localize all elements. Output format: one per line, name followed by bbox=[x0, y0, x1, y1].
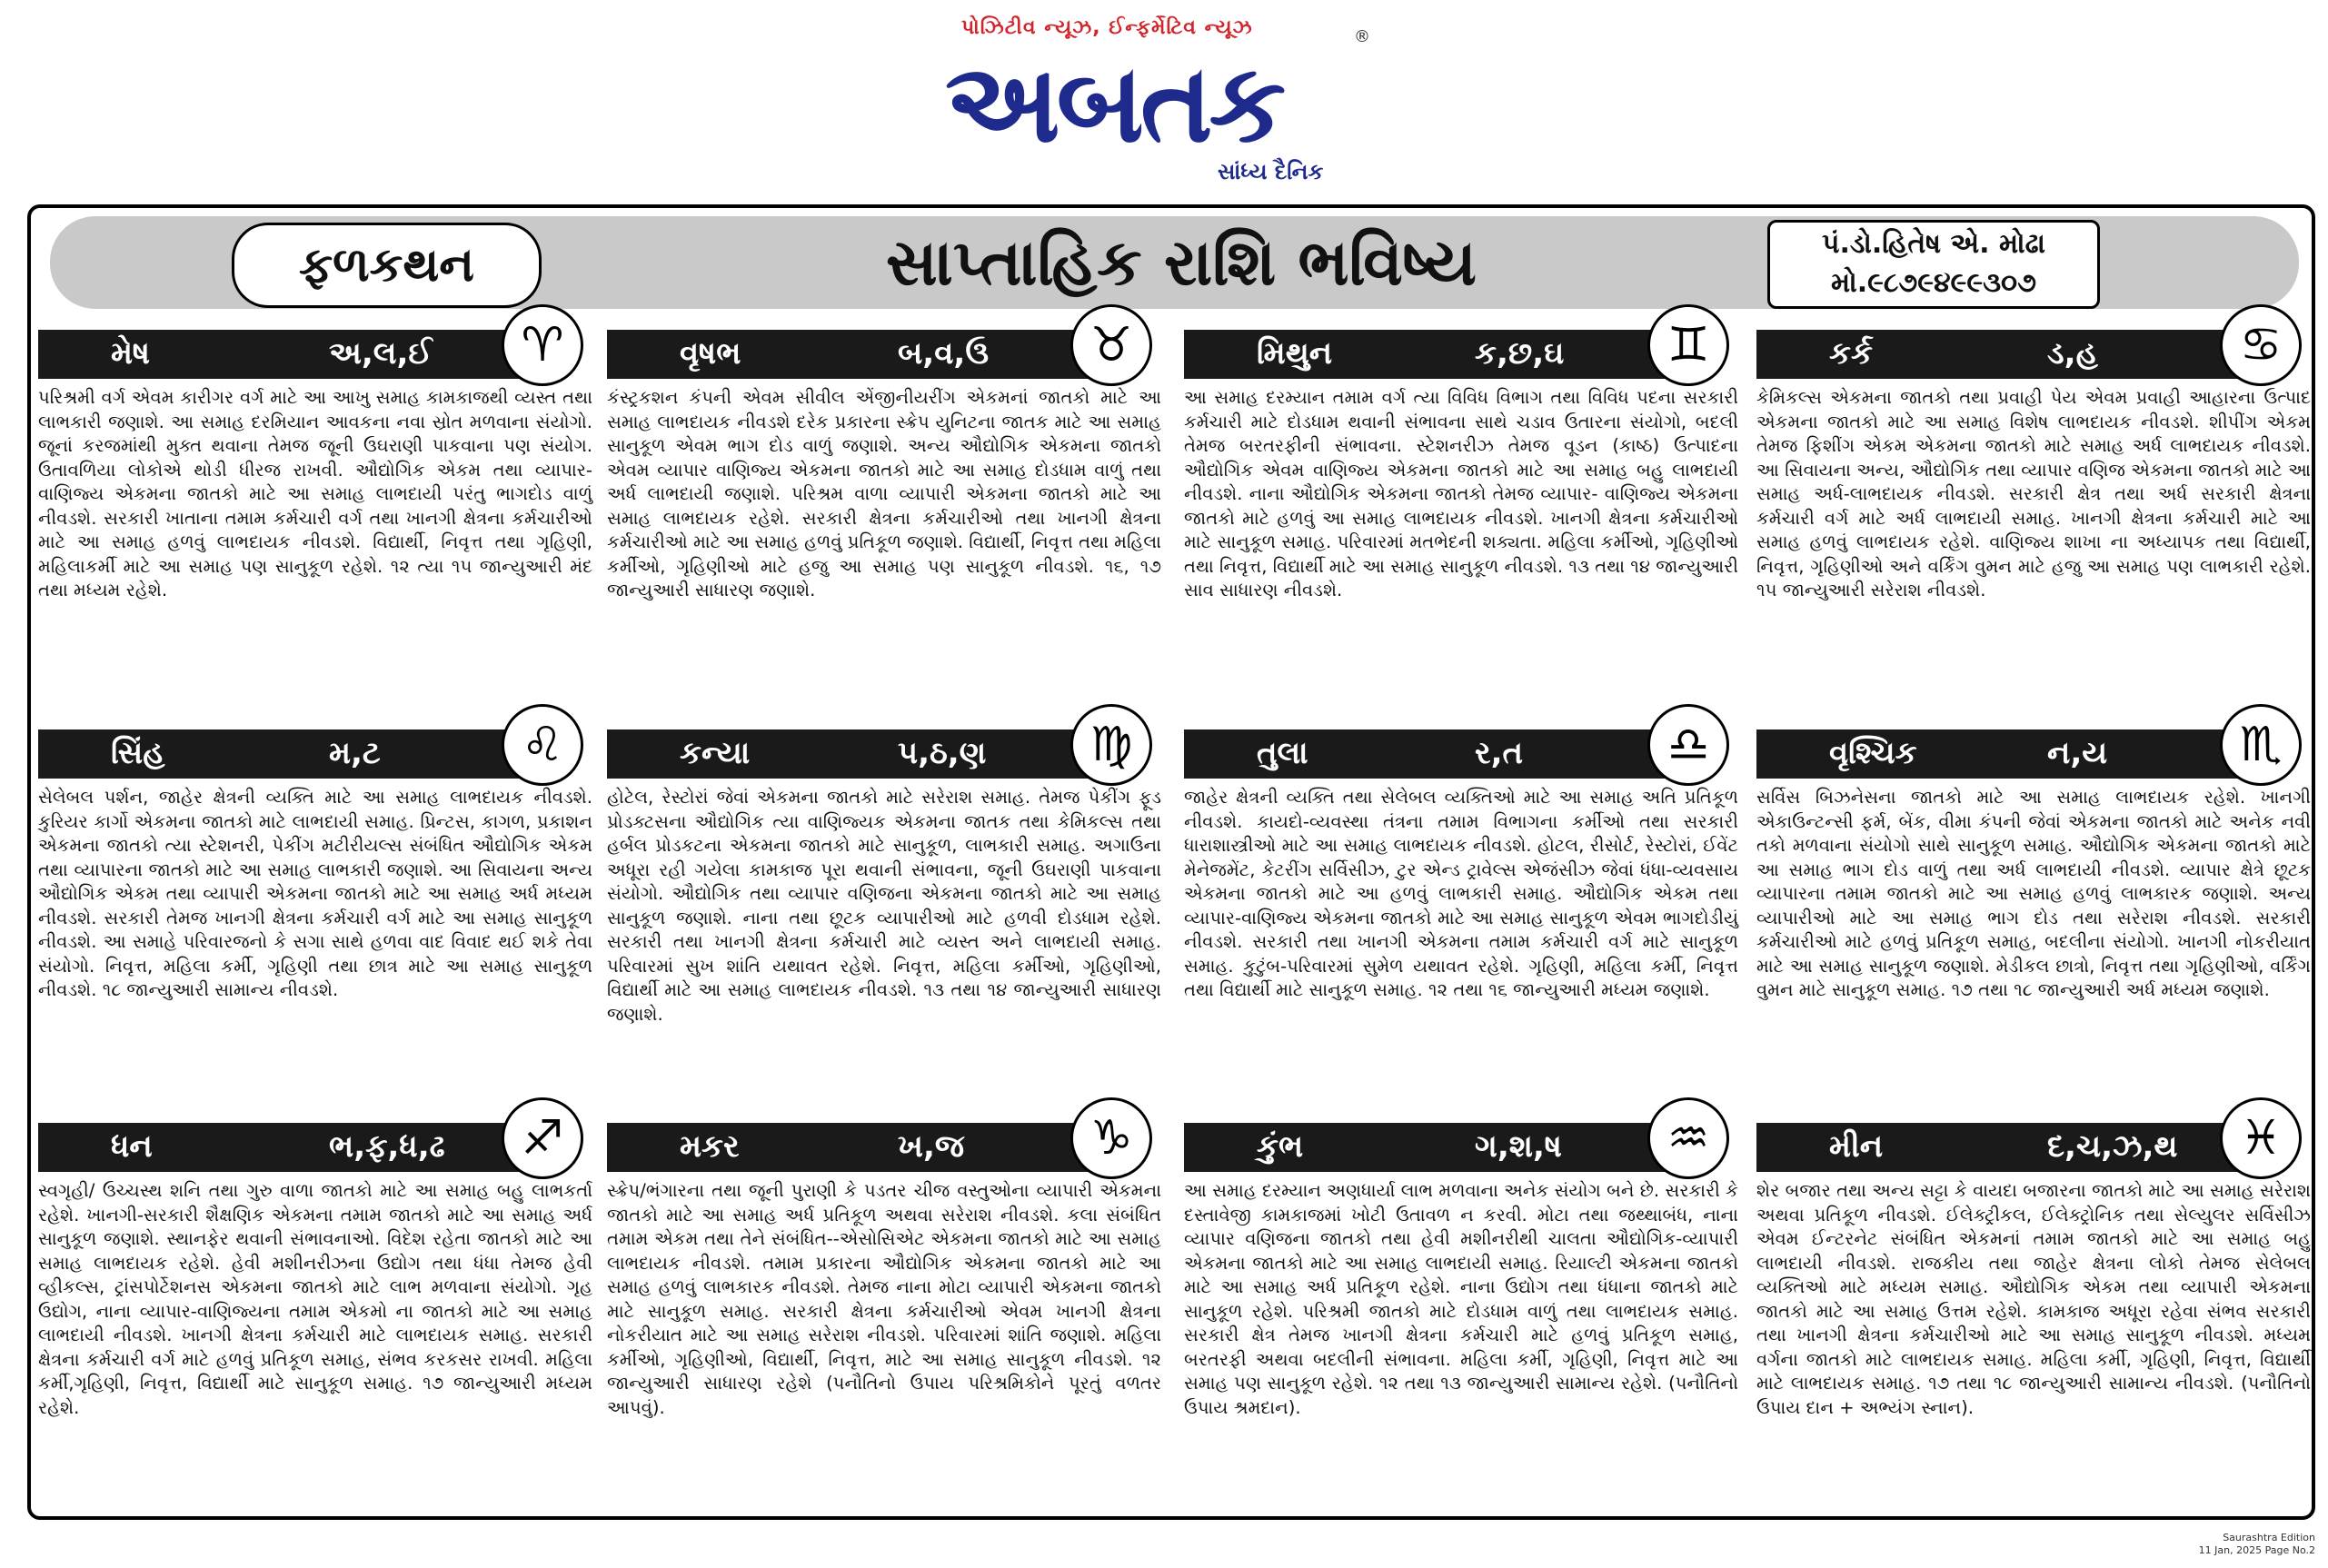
sign-name: કુંભ bbox=[1257, 1128, 1304, 1165]
page-title: સાપ્તાહિક રાશિ ભવિષ્ય bbox=[885, 225, 1477, 300]
registered-mark: ® bbox=[1354, 27, 1370, 46]
sign-title-bar bbox=[38, 1123, 542, 1172]
sign-title-bar bbox=[607, 1123, 1111, 1172]
ram-icon: ♈ bbox=[502, 304, 583, 386]
bull-icon: ♉ bbox=[1070, 304, 1152, 386]
sign-title-bar bbox=[607, 729, 1111, 779]
virgin-icon: ♍ bbox=[1070, 704, 1152, 786]
author-phone: મો.૯૮૭૯૪૯૯૩૦૭ bbox=[1831, 267, 2036, 299]
sign-name: વૃશ્ચિક bbox=[1829, 735, 1917, 771]
sign-name: તુલા bbox=[1257, 735, 1308, 771]
twins-icon: ♊ bbox=[1647, 304, 1729, 386]
sign-letters: અ,લ,ઈ bbox=[329, 335, 433, 372]
archer-icon: ♐ bbox=[502, 1097, 583, 1179]
sign-name: મીન bbox=[1829, 1128, 1884, 1165]
sign-block-vrushchik bbox=[1756, 718, 2311, 1003]
sign-name: કન્યા bbox=[680, 735, 751, 771]
sign-forecast: સ્ક્રેપ/ભંગારના તથા જૂની પુરાણી કે પડતર ચીજ વસ્તુઓના વ્યાપારી એકમના જાતકો માટે આ સમાહ અર્ધ પ્રતિકૂળ અથવા સરેરાશ નીવડશે. કલા સંબંધિત તમામ એકમ તથા તેને સંબંધિત--એસોસિએટ એકમના જાતકો માટે આ સમાહ લાભદાયક નીવડશે. તમામ પ્રકારના ઔદ્યોગિક એકમના જાતકો માટે આ સમાહ હળવું લાભકારક નીવડશે. તેમજ નાના મોટા વ્યાપારી એકમના જાતકો માટે સાનુકૂળ સમાહ. સરકારી ક્ષેત્રના કર્મચારીઓ એવમ ખાનગી ક્ષેત્રના નોકરીયાત માટે આ સમાહ સરેરાશ નીવડશે. પરિવારમાં શાંતિ જણાશે. મહિલા કર્મીઓ, ગૃહિણીઓ, વિદ્યાર્થી, નિવૃત્ત, માટે આ સમાહ સાનુકૂળ નીવડશે. ૧૨ જાન્યુઆરી સાધારણ રહેશે (પનૌતિનો ઉપાય પરિશ્રમિકોને પૂરતું વળતર આપવું). bbox=[607, 1180, 1161, 1418]
sign-header bbox=[1184, 1111, 1738, 1174]
edition-name: Saurashtra Edition bbox=[2223, 1532, 2315, 1543]
sign-title-bar bbox=[1756, 330, 2261, 379]
sign-forecast: શેર બજાર તથા અન્ય સટ્ટા કે વાયદા બજારના જાતકો માટે આ સમાહ સરેરાશ અથવા પ્રતિકૂળ નીવડશે. ઈલેક્ટ્રીકલ, ઈલેક્ટ્રોનિક તથા સેલ્યુલર સર્વિસીઝ એવમ ઈન્ટરનેટ સંબંધિત એકમનાં તમામ જાતકો માટે આ સમાહ બહુ લાભદાયી નીવડશે. રાજકીય તથા જાહેર ક્ષેત્રના લોકો તેમજ સેલેબલ વ્યક્તિઓ માટે મધ્યમ સમાહ. ઔદ્યોગિક એકમ તથા વ્યાપારી એકમના જાતકો માટે આ સમાહ ઉત્તમ રહેશે. કામકાજ અધૂરા રહેવા સંભવ સરકારી તથા ખાનગી ક્ષેત્રના કર્મચારીઓ માટે આ સમાહ સાનુકૂળ નીવડશે. મધ્યમ વર્ગના જાતકો માટે લાભદાયક સમાહ. મહિલા કર્મી, ગૃહિણી, નિવૃત્ત, વિદ્યાર્થી માટે લાભદાયક સમાહ. ૧૭ તથા ૧૮ જાન્યુઆરી સામાન્ય નીવડશે. (પનૌતિનો ઉપાય દાન + અભ્યંગ સ્નાન). bbox=[1756, 1180, 2311, 1418]
scorpion-icon: ♏ bbox=[2220, 704, 2302, 786]
sign-letters: બ,વ,ઉ bbox=[898, 335, 990, 372]
sign-title-bar bbox=[1756, 1123, 2261, 1172]
sign-header bbox=[1184, 718, 1738, 780]
sign-header bbox=[607, 1111, 1161, 1174]
sign-block-kanya bbox=[607, 718, 1161, 1027]
masthead-tagline: પોઝિટીવ ન્યૂઝ, ઈન્ફર્મેટિવ ન્યૂઝ bbox=[961, 16, 1253, 39]
sign-header bbox=[1756, 718, 2311, 780]
author-name: પં.ડો.હિતેષ એ. મોઢા bbox=[1822, 228, 2045, 260]
goat-icon: ♑ bbox=[1070, 1097, 1152, 1179]
sign-block-kumbh bbox=[1184, 1111, 1738, 1420]
sign-name: મિથુન bbox=[1257, 335, 1333, 372]
sign-header bbox=[1184, 318, 1738, 381]
sign-letters: પ,ઠ,ણ bbox=[898, 735, 987, 771]
sign-letters: મ,ટ bbox=[329, 735, 381, 771]
sign-forecast: આ સમાહ દરમ્યાન તમામ વર્ગ ત્યા વિવિધ વિભાગ તથા વિવિધ પદના સરકારી કર્મચારી માટે દોડધામ થવાની સંભાવના સાથે ચડાવ ઉતારના સંયોગો, બદલી તેમજ બરતરફીની સંભાવના. સ્ટેશનરીઝ તેમજ વૂડન (કાષ્ઠ) ઉત્પાદના ઔદ્યોગિક એવમ વાણિજ્ય એકમના જાતકો માટે આ સમાહ બહુ લાભદાયી નીવડશે. નાના ઔદ્યોગિક એકમના જાતકો તેમજ વ્યાપાર- વાણિજ્ય એકમના જાતકો માટે હળવું આ સમાહ લાભદાયક નીવડશે. ખાનગી ક્ષેત્રના કર્મચારીઓ માટે સાનુકૂળ સમાહ. પરિવારમાં મતભેદની શક્યતા. મહિલા કર્મીઓ, ગૃહિણીઓ તથા નિવૃત્ત, વિદ્યાર્થી માટે આ સમાહ સાનુકૂળ નીવડશે. ૧૩ તથા ૧૪ જાન્યુઆરી સાવ સાધારણ નીવડશે. bbox=[1184, 387, 1738, 600]
sign-forecast: જાહેર ક્ષેત્રની વ્યક્તિ તથા સેલેબલ વ્યક્તિઓ માટે આ સમાહ અતિ પ્રતિકૂળ નીવડશે. કાયદો-વ્યવસ્થા તંત્રના તમામ વિભાગના કર્મીઓ તથા સરકારી ધારાશાસ્ત્રીઓ માટે આ સમાહ લાભદાયક નીવડશે. હોટલ, રીસોર્ટ, રેસ્ટોરાં, ઈવેંટ મેનેજમેંટ, કેટરીંગ સર્વિસીઝ, ટુર એન્ડ ટ્રાવેલ્સ એજંસીઝ જેવાં ધંધા-વ્યવસાય એકમના જાતકો માટે આ હળવું લાભકારી સમાહ. ઔદ્યોગિક એકમ તથા વ્યાપાર-વાણિજ્ય એકમના જાતકો માટે આ સમાહ સાનુકૂળ એવમ ભાગદોડીયું નીવડશે. સરકારી તથા ખાનગી એકમના તમામ કર્મચારી વર્ગ માટે સાનુકૂળ સમાહ. કુટુંબ-પરિવારમાં સુમેળ યથાવત રહેશે. ગૃહિણી, મહિલા કર્મી, નિવૃત્ત તથા વિદ્યાર્થી માટે સાનુકૂળ સમાહ. ૧૨ તથા ૧૬ જાન્યુઆરી મધ્યમ જણાશે. bbox=[1184, 787, 1738, 1000]
sign-block-tula bbox=[1184, 718, 1738, 1003]
sign-block-dhan bbox=[38, 1111, 592, 1420]
sign-header bbox=[1756, 318, 2311, 381]
sign-forecast: સ્વગૃહી/ ઉચ્ચસ્થ શનિ તથા ગુરુ વાળા જાતકો માટે આ સમાહ બહુ લાભકર્તા રહેશે. ખાનગી-સરકારી શૈક્ષણિક એકમના તમામ જાતકો માટે આ સમાહ અર્ધ સાનુકૂળ જણાશે. સ્થાનફેર થવાની સંભાવનાઓ. વિદેશ રહેતા જાતકો માટે આ સમાહ લાભદાયક રહેશે. હેવી મશીનરીઝના ઉદ્યોગ તથા ધંધા તેમજ હેવી વ્હીકલ્સ, ટ્રાંસપોર્ટેશનસ એકમના જાતકો માટે લાભ મળવાના સંયોગો. ગૃહ ઉદ્યોગ, નાના વ્યાપાર-વાણિજ્યના તમામ એકમો ના જાતકો માટે આ સમાહ લાભદાયી નીવડશે. ખાનગી ક્ષેત્રના કર્મચારી માટે લાભદાયક સમાહ. સરકારી ક્ષેત્રના કર્મચારી વર્ગ માટે હળવું પ્રતિકૂળ સમાહ, સંભવ કરકસર રાખવી. મહિલા કર્મી,ગૃહિણી, નિવૃત્ત, વિદ્યાર્થી માટે સાનુકૂળ સમાહ. ૧૭ જાન્યુઆરી મધ્યમ રહેશે. bbox=[38, 1180, 592, 1418]
sign-title-bar bbox=[1756, 729, 2261, 779]
sign-title-bar bbox=[1184, 1123, 1688, 1172]
sign-letters: દ,ચ,ઝ,થ bbox=[2047, 1128, 2178, 1165]
author-box bbox=[1767, 220, 2100, 309]
sign-forecast: સેલેબલ પર્શન, જાહેર ક્ષેત્રની વ્યક્તિ માટે આ સમાહ લાભદાયક નીવડશે. કુરિયર કાર્ગો એકમના જાતકો માટે લાભદાયી સમાહ. પ્રિન્ટસ, કાગળ, પ્રકાશન એકમના જાતકો ત્યા સ્ટેશનરી, પેકીંગ મટીરીયલ્સ સંબંધિત ઔદ્યોગિક એકમ તથા વ્યાપારના જાતકો માટે આ સમાહ લાભકારી જણાશે. આ સિવાયના અન્ય ઔદ્યોગિક એકમ તથા વ્યાપારી એકમના જાતકો માટે આ સમાહ અર્ધ મધ્યમ નીવડશે. સરકારી તેમજ ખાનગી ક્ષેત્રના કર્મચારી વર્ગ માટે આ સમાહ સાનુકૂળ નીવડશે. આ સમાહે પરિવારજનો કે સગા સાથે હળવા વાદ વિવાદ થઈ શકે તેવા સંયોગો. નિવૃત્ત, મહિલા કર્મી, ગૃહિણી તથા છાત્ર માટે આ સમાહ સાનુકૂળ નીવડશે. ૧૮ જાન્યુઆરી સામાન્ય નીવડશે. bbox=[38, 787, 592, 1000]
sign-header bbox=[607, 318, 1161, 381]
sign-forecast: પરિશ્રમી વર્ગ એવમ કારીગર વર્ગ માટે આ આખુ સમાહ કામકાજથી વ્યસ્ત તથા લાભકારી જણાશે. આ સમાહ દરમિયાન આવકના નવા સ્રોત મળવાના સંયોગો. જૂનાં કરજમાંથી મુક્ત થવાના તેમજ જૂની ઉઘરાણી પાકવાના પણ સંયોગ. ઉતાવળિયા લોકોએ થોડી ધીરજ રાખવી. ઔદ્યોગિક એકમ તથા વ્યાપાર-વાણિજ્ય એકમના જાતકો માટે આ સમાહ લાભદાયી પરંતુ ભાગદોડ વાળું નીવડશે. સરકારી ખાતાના તમામ કર્મચારી વર્ગ તથા ખાનગી ક્ષેત્રના કર્મચારીઓ માટે આ સમાહ હળવું લાભદાયક નીવડશે. વિદ્યાર્થી, નિવૃત્ત તથા ગૃહિણી, મહિલાકર્મી માટે આ સમાહ પણ સાનુકૂળ રહેશે. ૧૨ ત્યા ૧૫ જાન્યુઆરી મંદ તથા મધ્યમ રહેશે. bbox=[38, 387, 592, 600]
sign-header bbox=[38, 1111, 592, 1174]
sign-block-meen bbox=[1756, 1111, 2311, 1420]
sign-block-vrushabh bbox=[607, 318, 1161, 603]
sign-name: ધન bbox=[111, 1128, 153, 1165]
sign-letters: ગ,શ,ષ bbox=[1475, 1128, 1562, 1165]
sign-block-sinh bbox=[38, 718, 592, 1003]
sign-name: સિંહ bbox=[111, 735, 165, 771]
sign-letters: ખ,જ bbox=[898, 1128, 965, 1165]
sign-block-mesh bbox=[38, 318, 592, 603]
sign-letters: ર,ત bbox=[1475, 735, 1524, 771]
sign-letters: ભ,ફ,ધ,ઢ bbox=[329, 1128, 445, 1165]
sign-forecast: હોટેલ, રેસ્ટોરાં જેવાં એકમના જાતકો માટે સરેરાશ સમાહ. તેમજ પેકીંગ ફૂડ પ્રોડક્ટસના ઔદ્યોગિક ત્યા વાણિજ્યક એકમના જાતક તથા કેમિકલ્સ તથા હર્બલ પ્રોડકટના એકમના જાતકો માટે સાનુકૂળ, લાભકારી સમાહ. અગાઉના અધૂરા રહી ગયેલા કામકાજ પૂરા થવાની સંભાવના, જૂની ઉઘરાણી પાકવાના સંયોગો. ઔદ્યોગિક તથા વ્યાપાર વણિજના એકમના જાતકો માટે આ સમાહ સાનુકૂળ જણાશે. નાના તથા છૂટક વ્યાપારીઓ માટે હળવી દોડધામ રહેશે. સરકારી તથા ખાનગી ક્ષેત્રના કર્મચારી માટે વ્યસ્ત અને લાભદાયી સમાહ. પરિવારમાં સુખ શાંતિ યથાવત રહેશે. નિવૃત્ત, મહિલા કર્મીઓ, ગૃહિણીઓ, વિદ્યાર્થી માટે આ સમાહ લાભદાયક નીવડશે. ૧૩ તથા ૧૪ જાન્યુઆરી સાધારણ જણાશે. bbox=[607, 787, 1161, 1025]
sign-block-makar bbox=[607, 1111, 1161, 1420]
sign-forecast: કંસ્ટ્રકશન કંપની એવમ સીવીલ એંજીનીયરીંગ એકમનાં જાતકો માટે આ સમાહ લાભદાયક નીવડશે દરેક પ્રકારના સ્ક્રેપ યુનિટના જાતક માટે આ સમાહ સાનુકૂળ એવમ ભાગ દોડ વાળું જણાશે. અન્ય ઔદ્યોગિક એકમના જાતકો એવમ વ્યાપાર વાણિજ્ય એકમના જાતકો માટે આ સમાહ દોડધામ વાળું તથા અર્ધ લાભદાયી જણાશે. પરિશ્રમ વાળા વ્યાપારી એકમના જાતકો માટે આ સમાહ લાભદાયક રહેશે. સરકારી ક્ષેત્રના કર્મચારીઓ તથા ખાનગી ક્ષેત્રના કર્મચારીઓ માટે આ સમાહ હળવું પ્રતિકૂળ જણાશે. વિદ્યાર્થી, નિવૃત્ત તથા મહિલા કર્મીઓ, ગૃહિણીઓ માટે હજુ આ સમાહ પણ સાનુકૂળ નીવડશે. ૧૬, ૧૭ જાન્યુઆરી સાધારણ જણાશે. bbox=[607, 387, 1161, 600]
edition-date-page: 11 Jan, 2025 Page No.2 bbox=[2198, 1544, 2315, 1556]
sign-forecast: સર્વિસ બિઝનેસના જાતકો માટે આ સમાહ લાભદાયક રહેશે. ખાનગી એકાઉન્ટન્સી ફર્મ, બેંક, વીમા કંપની જેવાં એકમના જાતકો માટે અનેક નવી તકો મળવાના સંયોગો સાથે સાનુકૂળ સમાહ. ઔદ્યોગિક એકમના જાતકો માટે આ સમાહ ભાગ દોડ વાળું તથા અર્ધ લાભદાયી નીવડશે. વ્યાપાર ક્ષેત્રે છૂટક વ્યાપારના તમામ જાતકો માટે આ સમાહ હળવું લાભકારક જણાશે. અન્ય વ્યાપારીઓ માટે આ સમાહ ભાગ દોડ તથા સરેરાશ નીવડશે. સરકારી કર્મચારીઓ માટે હળવું પ્રતિકૂળ સમાહ, બદલીના સંયોગો. ખાનગી નોકરીયાત માટે આ સમાહ સાનુકૂળ જણાશે. મેડીકલ છાત્રો, નિવૃત્ત તથા ગૃહિણીઓ, વર્કિંગ વુમન માટે સાનુકૂળ સમાહ. ૧૭ તથા ૧૮ જાન્યુઆરી અર્ધ મધ્યમ જણાશે. bbox=[1756, 787, 2311, 1000]
fish-icon: ♓ bbox=[2220, 1097, 2302, 1179]
sign-letters: ક,છ,ઘ bbox=[1475, 335, 1565, 372]
edition-info bbox=[2199, 1532, 2315, 1557]
lion-icon: ♌ bbox=[502, 704, 583, 786]
sign-forecast: આ સમાહ દરમ્યાન અણધાર્યા લાભ મળવાના અનેક સંયોગ બને છે. સરકારી કે દસ્તાવેજી કામકાજમાં ખોટી ઉતાવળ ન કરવી. મોટા તથા જથ્થાબંધ, નાના વ્યાપાર વણિજના જાતકો તથા હેવી મશીનરીથી ચાલતા ઔદ્યોગિક-વ્યાપારી એકમના જાતકો માટે આ સમાહ લાભદાયી સમાહ. રિયાલ્ટી એકમના જાતકો માટે આ સમાહ અર્ધ પ્રતિકૂળ રહેશે. નાના ઉદ્યોગ તથા ધંધાના જાતકો માટે સાનુકૂળ રહેશે. પરિશ્રમી જાતકો માટે દોડધામ વાળું તથા લાભદાયક સમાહ. સરકારી ક્ષેત્ર તેમજ ખાનગી ક્ષેત્રના કર્મચારી માટે હળવું પ્રતિકૂળ સમાહ, બરતરફી અથવા બદલીની સંભાવના. મહિલા કર્મી, ગૃહિણી, નિવૃત્ત માટે આ સમાહ પણ સાનુકૂળ રહેશે. ૧૨ તથા ૧૩ જાન્યુઆરી સામાન્ય રહેશે. (પનૌતિનો ઉપાય શ્રમદાન). bbox=[1184, 1180, 1738, 1418]
sign-header bbox=[38, 318, 592, 381]
sign-header bbox=[607, 718, 1161, 780]
sign-name: કર્ક bbox=[1829, 335, 1874, 372]
water-bearer-icon: ♒ bbox=[1647, 1097, 1729, 1179]
sign-letters: ન,ય bbox=[2047, 735, 2108, 771]
sign-title-bar bbox=[1184, 729, 1688, 779]
scales-icon: ♎ bbox=[1647, 704, 1729, 786]
sign-title-bar bbox=[1184, 330, 1688, 379]
masthead bbox=[909, 9, 1418, 195]
newspaper-logo: અબતક bbox=[945, 41, 1283, 167]
section-tag: ફળકથન bbox=[232, 223, 542, 308]
sign-forecast: કેમિકલ્સ એકમના જાતકો તથા પ્રવાહી પેય એવમ પ્રવાહી આહારના ઉત્પાદ એકમના જાતકો માટે આ સમાહ વિશેષ લાભદાયક નીવડશે. શીપીંગ એકમ તેમજ ફિશીંગ એકમ એકમના જાતકો માટે સમાહ અર્ધ લાભદાયક નીવડશે. આ સિવાયના અન્ય, ઔદ્યોગિક તથા વ્યાપાર વણિજ એકમના જાતકો માટે આ સમાહ અર્ધ-લાભદાયક નીવડશે. સરકારી ક્ષેત્ર તથા અર્ધ સરકારી ક્ષેત્રના કર્મચારી વર્ગ માટે અર્ધ લાભદાયી સમાહ. ખાનગી ક્ષેત્રના કર્મચારી માટે આ સમાહ હળવું લાભદાયક રહેશે. વાણિજ્ય શાખા ના અધ્યાપક તથા વિદ્યાર્થી, નિવૃત્ત, ગૃહિણીઓ અને વર્કિંગ વુમન માટે હજુ આ સમાહ પણ લાભકારી રહેશે. ૧૫ જાન્યુઆરી સરેરાશ નીવડશે. bbox=[1756, 387, 2311, 600]
sign-header bbox=[38, 718, 592, 780]
masthead-subtitle: સાંધ્ય દૈનિક bbox=[1218, 159, 1324, 184]
sign-header bbox=[1756, 1111, 2311, 1174]
crab-icon: ♋ bbox=[2220, 304, 2302, 386]
sign-title-bar bbox=[607, 330, 1111, 379]
sign-block-mithun bbox=[1184, 318, 1738, 603]
sign-letters: ડ,હ bbox=[2047, 335, 2098, 372]
sign-name: વૃષભ bbox=[680, 335, 741, 372]
sign-title-bar bbox=[38, 729, 542, 779]
sign-title-bar bbox=[38, 330, 542, 379]
sign-name: મેષ bbox=[111, 335, 151, 372]
sign-block-kark bbox=[1756, 318, 2311, 603]
sign-name: મકર bbox=[680, 1128, 740, 1165]
